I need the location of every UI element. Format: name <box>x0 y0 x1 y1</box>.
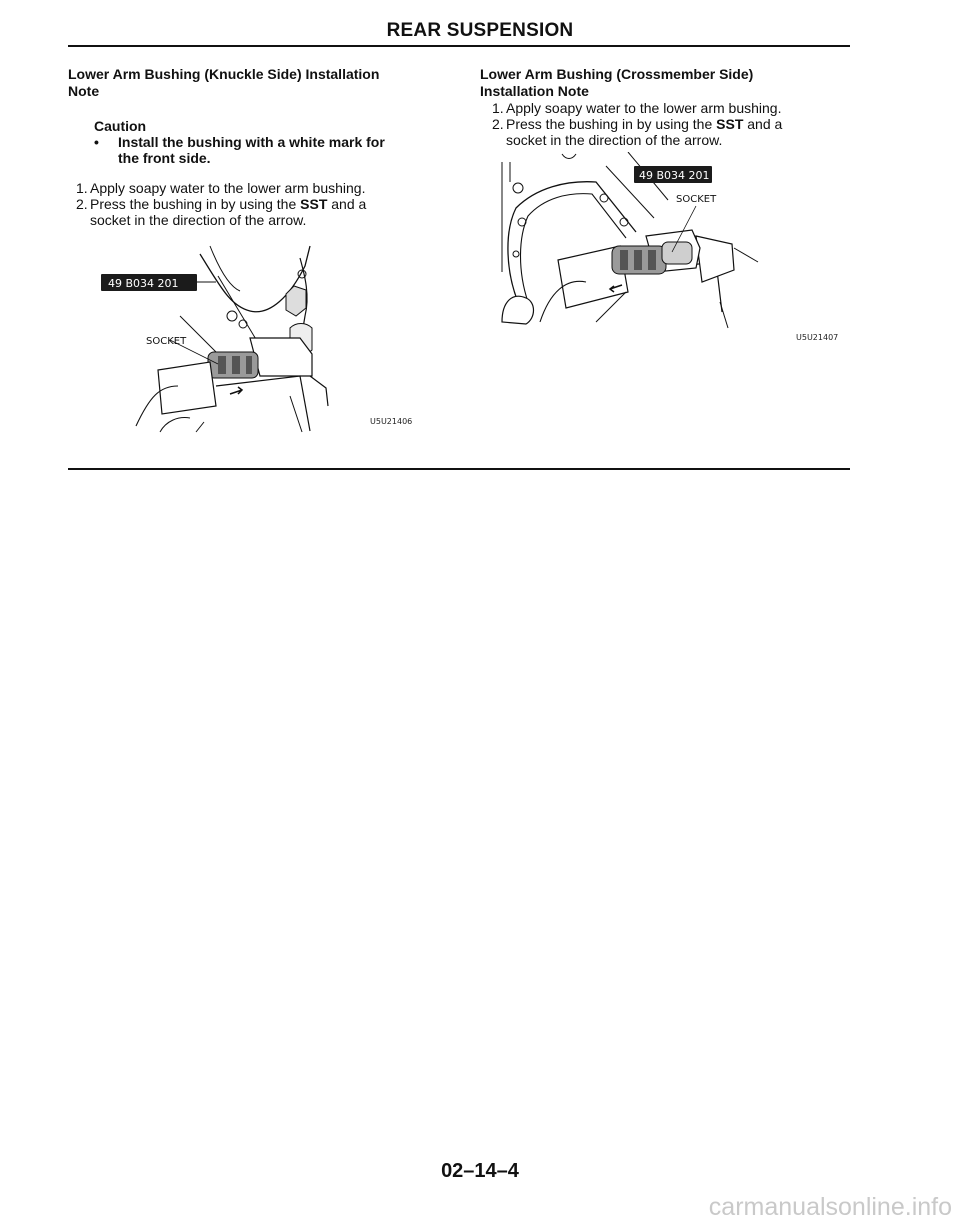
tool-number-label: 49 B034 201 <box>639 169 710 182</box>
left-steps <box>76 180 428 228</box>
step-item: 1. Apply soapy water to the lower arm bushing. <box>492 100 782 116</box>
sst-tool <box>250 338 312 376</box>
right-steps <box>492 100 850 148</box>
left-section <box>68 66 428 228</box>
right-installation-figure <box>496 152 860 348</box>
right-section <box>480 66 850 148</box>
socket-label: SOCKET <box>146 336 187 347</box>
caution-block <box>94 118 428 166</box>
watermark[interactable]: carmanualsonline.info <box>708 1193 952 1221</box>
left-installation-figure <box>100 236 460 446</box>
step-item: 1. Apply soapy water to the lower arm bushing. <box>76 180 366 196</box>
right-section-heading: Lower Arm Bushing (Crossmember Side) Installation Note <box>480 66 754 99</box>
figure-code: U5U21406 <box>370 417 413 426</box>
bullet-icon: • <box>94 134 99 150</box>
figure-code: U5U21407 <box>796 333 839 342</box>
page-title: REAR SUSPENSION <box>386 20 574 41</box>
step-item: 2. Press the bushing in by using the SST and a socket in the direction of the arrow. <box>492 116 783 148</box>
section-bottom-rule <box>68 468 850 470</box>
caution-item: • Install the bushing with a white mark for the front side. <box>94 134 385 166</box>
socket-label: SOCKET <box>676 194 717 205</box>
left-section-heading: Lower Arm Bushing (Knuckle Side) Installation Note <box>68 66 380 99</box>
step-item: 2. Press the bushing in by using the SST and a socket in the direction of the arrow. <box>76 196 367 228</box>
tool-number-label: 49 B034 201 <box>108 277 179 290</box>
caution-title: Caution <box>94 118 147 134</box>
page-number: 02–14–4 <box>441 1160 519 1182</box>
direction-arrow-icon <box>230 387 242 394</box>
header-rule <box>68 45 850 47</box>
